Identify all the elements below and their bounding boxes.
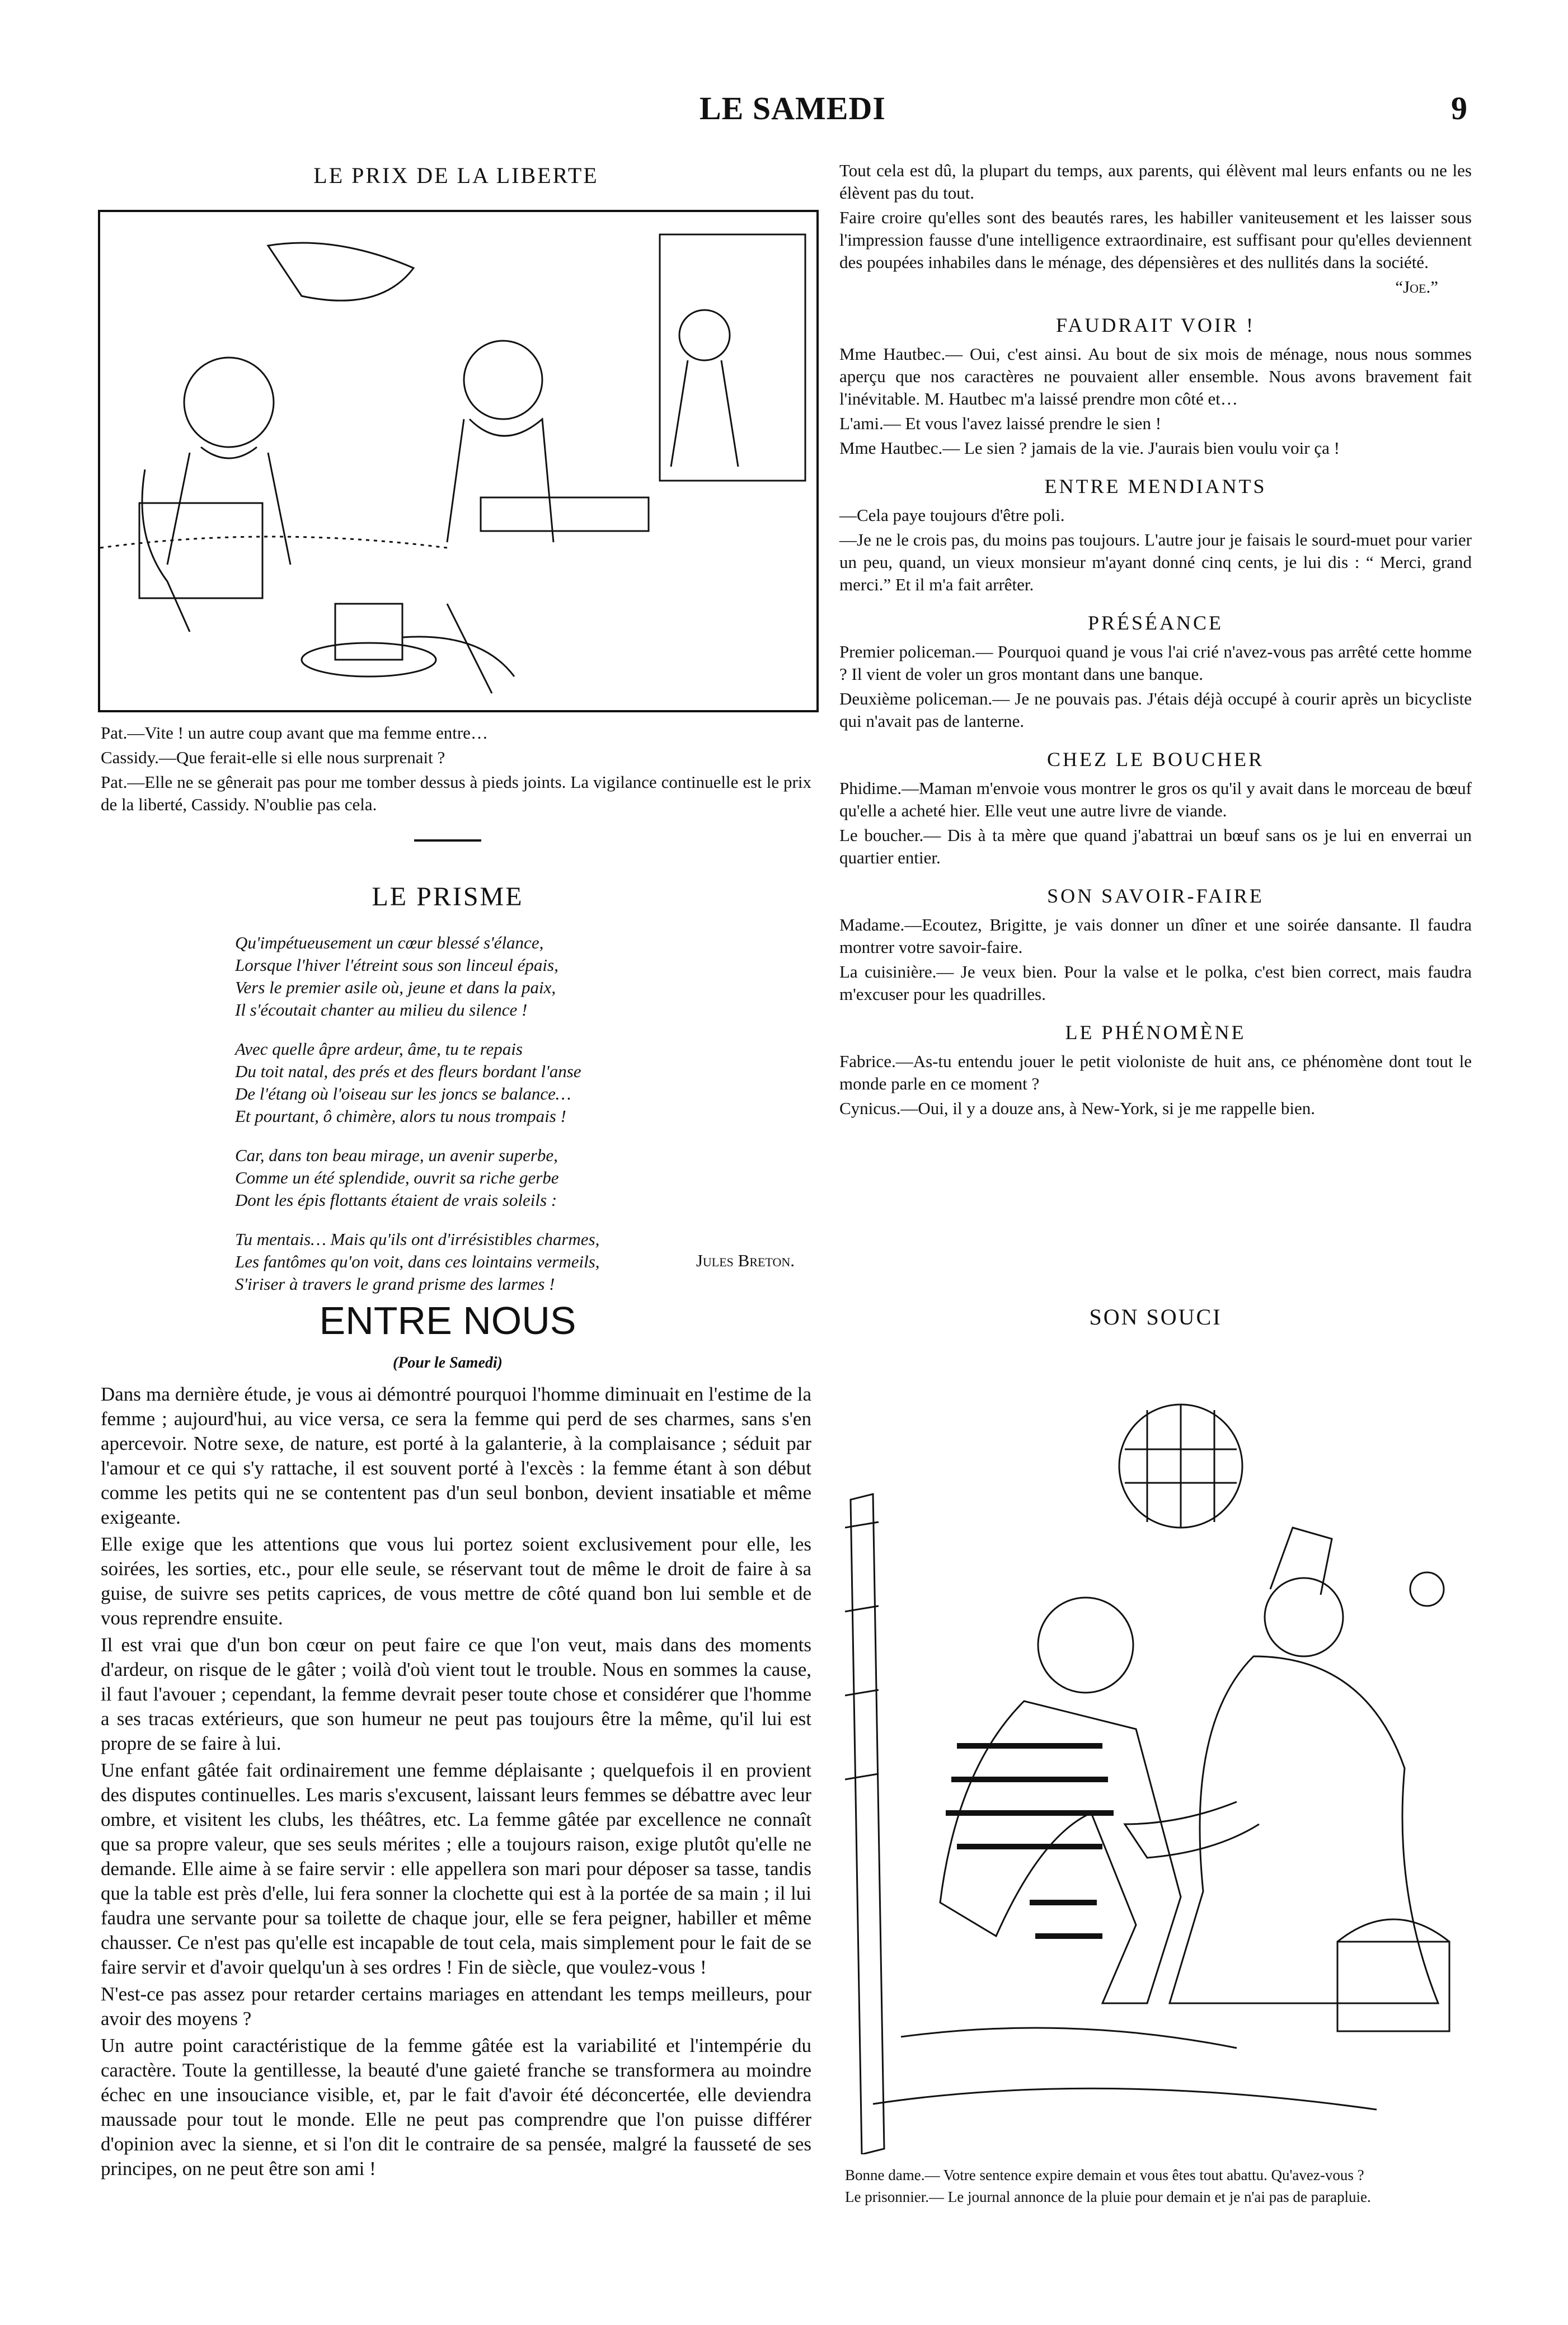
poem-stanza [235,932,750,1021]
section-title: SON SAVOIR-FAIRE [1047,885,1264,907]
section-title: FAUDRAIT VOIR ! [1055,314,1255,336]
caption-line: Le prisonnier.— Le journal annonce de la pluie pour demain et je n'ai pas de parapluie. [845,2188,1371,2205]
poem-stanza [235,1144,750,1211]
section-line: La cuisinière.— Je veux bien. Pour la valse et le polka, c'est bien correct, mais faudra m'excuser pour les quadrilles. [839,962,1472,1004]
poem-line: Et pourtant, ô chimère, alors tu nous trompais ! [235,1106,566,1126]
poem-stanza [235,1038,750,1128]
cartoon-drawing-icon [100,212,816,710]
caption-souci [845,2166,1466,2209]
caption-liberty [101,722,811,818]
poem-line: S'iriser à travers le grand prisme des larmes ! [235,1274,555,1294]
section-title: PRÉSÉANCE [1087,612,1224,634]
poem-line: Tu mentais… Mais qu'ils ont d'irrésistibles charmes, [235,1229,600,1249]
article-paragraph: Une enfant gâtée fait ordinairement une femme déplaisante ; quelquefois il en provient des disputes continuelles. Les maris s'excusent, laissant leurs femmes se débattre avec leur ombre, et visitent les clubs, les théâtres, etc. La femme gâtée par excellence ne connaît que sa propre valeur, que ses seuls mérites ; elle a toujours raison, exige plutôt qu'elle ne demande. Elle aime à se faire servir : elle appellera son mari pour déposer sa tasse, tandis que la table est près d'elle, lui fera sonner la clochette qui est à la portée de sa main ; il lui faudra une servante pour sa toilette de chaque jour, elle se fera peigner, habiller et même chausser. Ce n'est pas qu'elle est incapable de tout cela, mais simplement pour le fait de se faire servir et d'avoir quelqu'un à ses ordres ! Fin de siècle, que voulez-vous ! [101,1759,811,1978]
section-line: Cynicus.—Oui, il y a douze ans, à New-York, si je me rappelle bien. [839,1098,1316,1118]
section-line: Mme Hautbec.— Le sien ? jamais de la vie. J'aurais bien voulu voir ça ! [839,438,1340,458]
section-line: Fabrice.—As-tu entendu jouer le petit violoniste de huit ans, ce phénomène dont tout le monde parle en ce moment ? [839,1051,1472,1093]
caption-line: Pat.—Elle ne se gênerait pas pour me tomber dessus à pieds joints. La vigilance continuelle est le prix de la liberté, Cassidy. N'oublie pas cela. [101,772,811,814]
divider [414,839,481,842]
illustration-liberty-cartoon [98,210,819,712]
prison-drawing-icon [845,1354,1466,2154]
intro-paragraph: Faire croire qu'elles sont des beautés rares, les habiller vaniteusement et les laisser sous l'impression fausse d'une intelligence extraordinaire, est suffisant pour qu'elles deviennent des poupées inhabiles dans le ménage, des dépensières et des nullités dans la société. [839,208,1472,272]
section-line: Madame.—Ecoutez, Brigitte, je vais donner un dîner et une soirée dansante. Il faudra montrer votre savoir-faire. [839,915,1472,957]
poem-line: Les fantômes qu'on voit, dans ces lointains vermeils, [235,1252,600,1271]
intro-paragraph: Tout cela est dû, la plupart du temps, aux parents, qui élèvent mal leurs enfants ou ne les élèvent pas du tout. [839,161,1472,203]
caption-line: Pat.—Vite ! un autre coup avant que ma femme entre… [101,723,488,743]
section-line: L'ami.— Et vous l'avez laissé prendre le sien ! [839,414,1162,433]
poem-line: Lorsque l'hiver l'étreint sous son linceul épais, [235,955,558,975]
article-title: ENTRE NOUS [319,1299,576,1342]
poem-signature: Jules Breton. [696,1251,795,1270]
section-title: CHEZ LE BOUCHER [1047,748,1264,771]
article-paragraph: Dans ma dernière étude, je vous ai démontré pourquoi l'homme diminuait en l'estime de la femme ; aujourd'hui, au vice versa, ce sera la femme qui perd de ses charmes, sans s'en apercevoir. Notre sexe, de nature, est porté à la galanterie, à la complaisance ; séduit par l'amour et ce qui s'y rattache, il est souvent porté à l'excès : la femme étant à son début comme les petits qui ne se contentent pas d'un seul bonbon, devient insatiable et même exigeante. [101,1383,811,1528]
poem-line: Car, dans ton beau mirage, un avenir superbe, [235,1145,558,1165]
article-paragraph: N'est-ce pas assez pour retarder certains mariages en attendant les temps meilleurs, pour avoir des moyens ? [101,1983,811,2030]
section-title: ENTRE MENDIANTS [1044,475,1267,497]
section-line: —Cela paye toujours d'être poli. [839,505,1065,525]
poem-line: Dont les épis flottants étaient de vrais soleils : [235,1190,557,1210]
illustration-title-right: SON SOUCI [1089,1304,1222,1330]
section-line: Mme Hautbec.— Oui, c'est ainsi. Au bout de six mois de ménage, nous nous sommes aperçu que nos caractères ne pouvaient aller ensemble. Nous avons bravement fait l'inévitable. M. Hautbec m'a laissé prendre mon côté et… [839,344,1472,408]
article-body [101,1382,811,2183]
article-subtitle: (Pour le Samedi) [393,1354,503,1371]
right-column-text [839,159,1472,1122]
poem-line: Qu'impétueusement un cœur blessé s'élance, [235,933,544,952]
poem-title: LE PRISME [372,882,524,912]
illustration-prison-cartoon [845,1354,1466,2154]
poem-line: Du toit natal, des prés et des fleurs bordant l'anse [235,1061,581,1081]
section-line: Deuxième policeman.— Je ne pouvais pas. J'étais déjà occupé à courir après un bicycliste qui n'avait pas de lanterne. [839,689,1472,731]
intro-signature: “Joe.” [1395,277,1438,297]
article-paragraph: Elle exige que les attentions que vous lui portez soient exclusivement pour elle, les soirées, les sorties, etc., pour elle seule, se réservant tout de même le droit de faire à sa guise, de suivre ses petits caprices, de vous mettre de côté quand bon lui semble et de vous reprendre ensuite. [101,1533,811,1629]
poem-line: Il s'écoutait chanter au milieu du silence ! [235,1000,528,1020]
illustration-title-left: LE PRIX DE LA LIBERTE [313,163,599,188]
section-line: Premier policeman.— Pourquoi quand je vous l'ai crié n'avez-vous pas arrêté cette homme ? Il vient de voler un gros montant dans une banque. [839,642,1472,684]
section-line: —Je ne le crois pas, du moins pas toujours. L'autre jour je faisais le sourd-muet pour varier un peu, quand, un vieux monsieur m'ayant donné cinq cents, je lui dis : “ Merci, grand merci.” Et il m'a fait arrêter. [839,530,1472,594]
section-line: Le boucher.— Dis à ta mère que quand j'abattrai un bœuf sans os je lui en enverrai un quartier entier. [839,825,1472,867]
poem-line: Vers le premier asile où, jeune et dans la paix, [235,978,556,997]
page-number: 9 [1451,90,1467,126]
section-title: LE PHÉNOMÈNE [1065,1021,1246,1044]
article-paragraph: Il est vrai que d'un bon cœur on peut faire ce que l'on veut, mais dans des moments d'ardeur, on risque de le gâter ; voilà d'où vient tout le trouble. Nous en sommes la cause, il faut l'avouer ; cependant, la femme devrait peser toute chose et considérer que l'homme a ses tracas extérieurs, que son humeur ne peut pas toujours être la même, qu'il lui est propre de se faire à lui. [101,1634,811,1754]
poem-line: Avec quelle âpre ardeur, âme, tu te repais [235,1039,523,1059]
article-paragraph: Un autre point caractéristique de la femme gâtée est la variabilité et l'intempérie du caractère. Toute la gentillesse, la beauté d'une gaieté franche se transformera au moindre échec en une insouciance visible, et, par le fait d'avoir été déconcertée, elle deviendra maussade pour tout le monde. Elle ne peut pas comprendre que l'on puisse différer d'opinion avec la sienne, et si l'on dit le contraire de sa pensée, malgré la fausseté de ses principes, on ne peut être son ami ! [101,2035,811,2180]
masthead-title: LE SAMEDI [700,90,886,126]
poem-line: De l'étang où l'oiseau sur les joncs se balance… [235,1084,571,1103]
section-line: Phidime.—Maman m'envoie vous montrer le gros os qu'il y avait dans le morceau de bœuf qu'elle a acheté hier. Elle veut une autre livre de viande. [839,778,1472,820]
caption-line: Bonne dame.— Votre sentence expire demain et vous êtes tout abattu. Qu'avez-vous ? [845,2167,1364,2183]
poem-line: Comme un été splendide, ouvrit sa riche gerbe [235,1168,559,1187]
caption-line: Cassidy.—Que ferait-elle si elle nous surprenait ? [101,748,445,767]
